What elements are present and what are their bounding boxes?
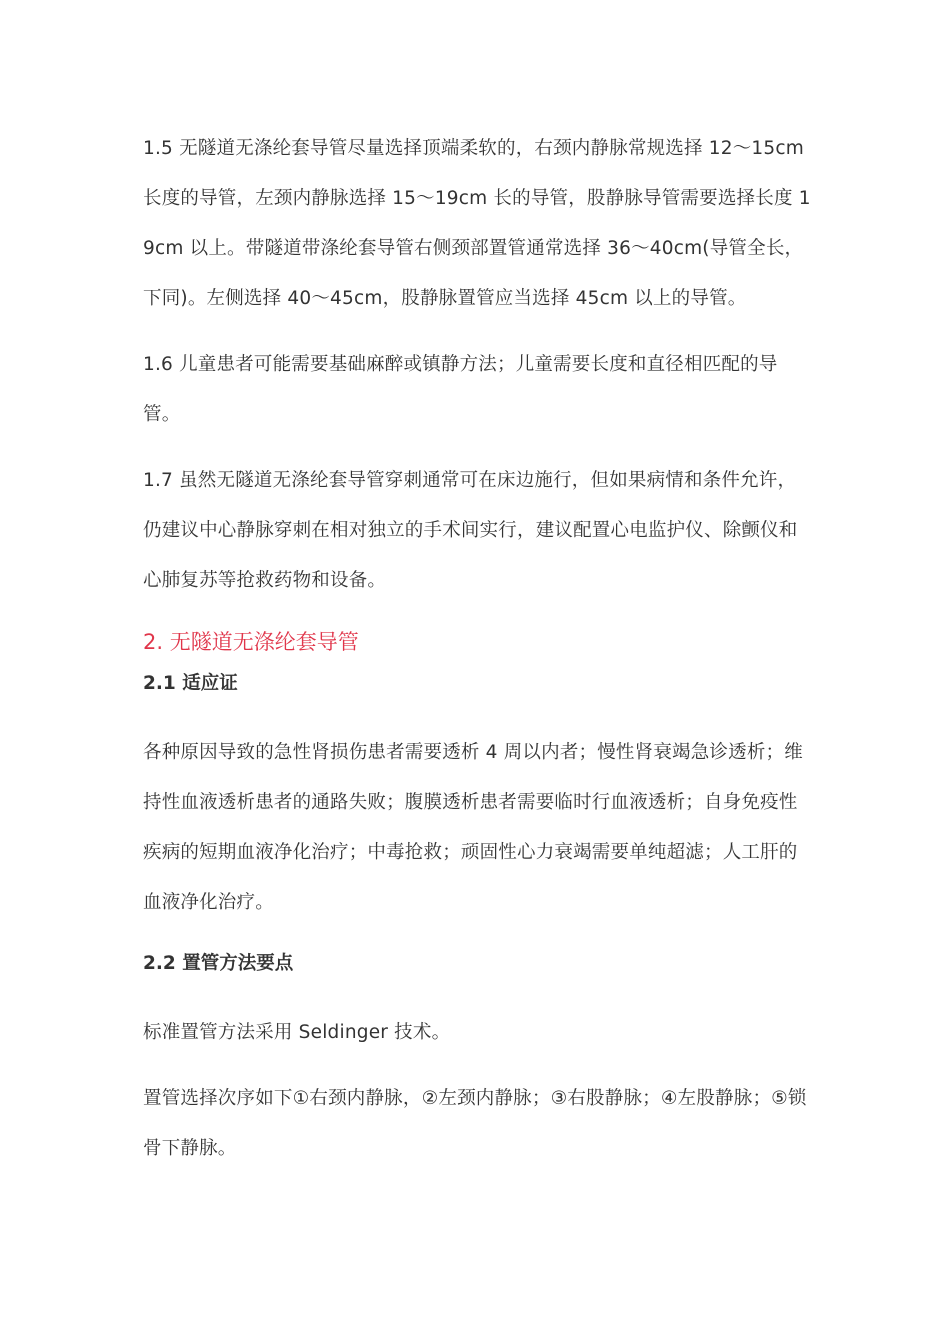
paragraph-2-2-order: 置管选择次序如下①右颈内静脉，②左颈内静脉；③右股静脉；④左股静脉；⑤锁骨下静脉。: [143, 1088, 807, 1159]
section-2-heading: 2. 无隧道无涤纶套导管: [143, 630, 359, 654]
paragraph-1-5: 1.5 无隧道无涤纶套导管尽量选择顶端柔软的，右颈内静脉常规选择 12～15cm 长度的导管，左颈内静脉选择 15～19cm 长的导管，股静脉导管需要选择长度 19cm 以上。带隧道带涤纶套导管右侧颈部置管通常选择 36～40cm(导管全长，下同)。左侧选择 40～45cm，股静脉置管应当选择 45cm 以上的导管。: [143, 138, 811, 309]
subsection-2-2-heading: 2.2 置管方法要点: [143, 953, 294, 974]
paragraph-1-7: 1.7 虽然无隧道无涤纶套导管穿刺通常可在床边施行，但如果病情和条件允许，仍建议中心静脉穿刺在相对独立的手术间实行，建议配置心电监护仪、除颤仪和心肺复苏等抢救药物和设备。: [143, 470, 798, 591]
paragraph-2-1: 各种原因导致的急性肾损伤患者需要透析 4 周以内者；慢性肾衰竭急诊透析；维持性血液透析患者的通路失败；腹膜透析患者需要临时行血液透析；自身免疫性疾病的短期血液净化治疗；中毒抢救；顽固性心力衰竭需要单纯超滤；人工肝的血液净化治疗。: [143, 742, 803, 913]
document-page: [143, 124, 813, 1190]
paragraph-1-6: 1.6 儿童患者可能需要基础麻醉或镇静方法；儿童需要长度和直径相匹配的导管。: [143, 354, 778, 425]
paragraph-2-2-method: 标准置管方法采用 Seldinger 技术。: [143, 1022, 451, 1043]
subsection-2-1-heading: 2.1 适应证: [143, 673, 238, 694]
